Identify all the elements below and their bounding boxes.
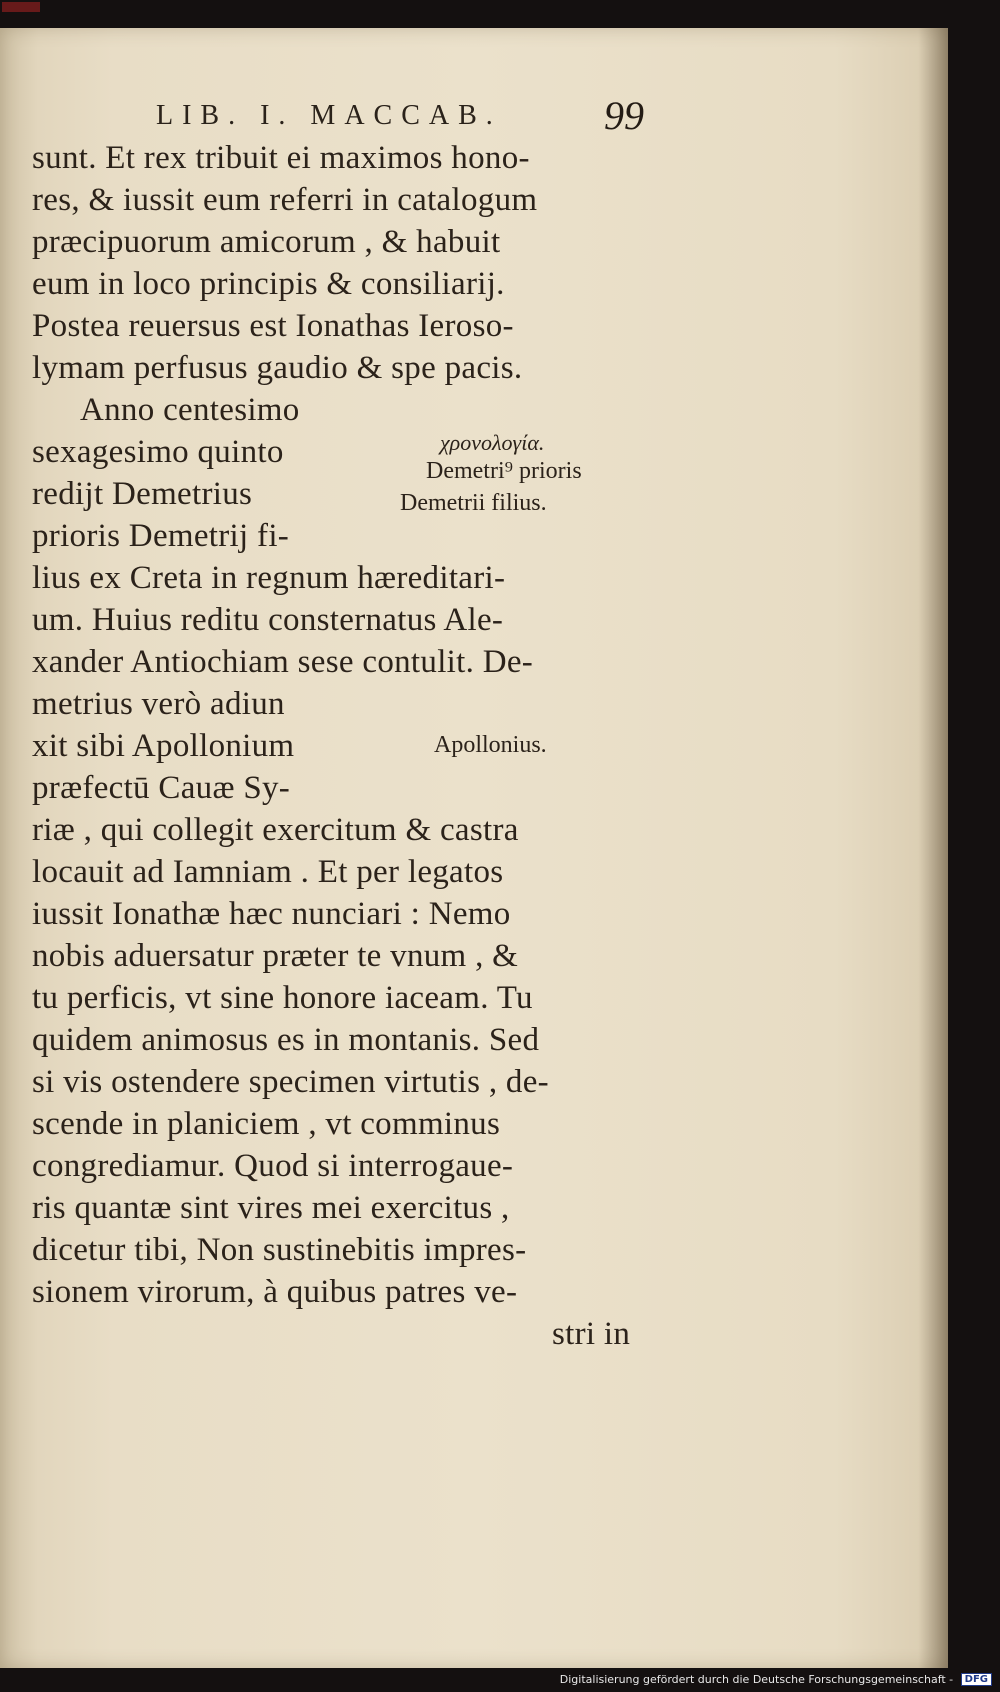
text-line: præcipuorum amicorum , & habuit <box>32 224 501 260</box>
text-line: xit sibi Apollonium <box>32 728 295 764</box>
text-line: riæ , qui collegit exercitum & castra <box>32 812 519 848</box>
text-line: redijt Demetrius <box>32 476 253 512</box>
text-line: quidem animosus es in montanis. Sed <box>32 1022 540 1058</box>
text-line: congrediamur. Quod si interrogaue- <box>32 1148 514 1184</box>
text-line: res, & iussit eum referri in catalogum <box>32 182 538 218</box>
text-line: lius ex Creta in regnum hæreditari- <box>32 560 506 596</box>
text-line: ris quantæ sint vires mei exercitus , <box>32 1190 510 1226</box>
text-line: si vis ostendere specimen virtutis , de- <box>32 1064 549 1100</box>
dfg-logo-icon: DFG <box>961 1673 992 1686</box>
text-line: sunt. Et rex tribuit ei maximos hono- <box>32 140 530 176</box>
text-line: sexagesimo quinto <box>32 434 284 470</box>
text-line: nobis aduersatur præter te vnum , & <box>32 938 519 974</box>
text-line: prioris Demetrij fi- <box>32 518 290 554</box>
text-line: eum in loco principis & consiliarij. <box>32 266 505 302</box>
text-line: præfectū Cauæ Sy- <box>32 770 291 806</box>
margin-note-demetrius-1: Demetri⁹ prioris <box>426 458 582 484</box>
text-line: tu perficis, vt sine honore iaceam. Tu <box>32 980 533 1016</box>
text-line: Anno centesimo <box>80 392 300 428</box>
corner-mark <box>2 2 40 12</box>
text-line: locauit ad Iamniam . Et per legatos <box>32 854 504 890</box>
text-line: xander Antiochiam sese contulit. De- <box>32 644 534 680</box>
margin-note-demetrius-2: Demetrii filius. <box>400 490 547 516</box>
running-head: LIB. I. MACCAB. <box>156 100 502 131</box>
text-line: sionem virorum, à quibus patres ve- <box>32 1274 518 1310</box>
text-line: iussit Ionathæ hæc nunciari : Nemo <box>32 896 511 932</box>
page-number: 99 <box>604 93 644 138</box>
text-line: lymam perfusus gaudio & spe pacis. <box>32 350 523 386</box>
margin-note-greek: χρονολογία. <box>440 430 545 455</box>
text-line: scende in planiciem , vt comminus <box>32 1106 501 1142</box>
text-line: stri in <box>552 1316 631 1352</box>
spine-shadow <box>918 28 948 1668</box>
text-line: metrius verò adiun <box>32 686 285 722</box>
text-line: Postea reuersus est Ionathas Ieroso- <box>32 308 514 344</box>
text-line: um. Huius reditu consternatus Ale- <box>32 602 504 638</box>
margin-note-apollonius: Apollonius. <box>434 732 547 758</box>
text-line: dicetur tibi, Non sustinebitis impres- <box>32 1232 527 1268</box>
book-page <box>0 28 948 1668</box>
scan-footer <box>560 1673 992 1687</box>
footer-credit: Digitalisierung gefördert durch die Deutsche Forschungsgemeinschaft - <box>559 1672 954 1686</box>
